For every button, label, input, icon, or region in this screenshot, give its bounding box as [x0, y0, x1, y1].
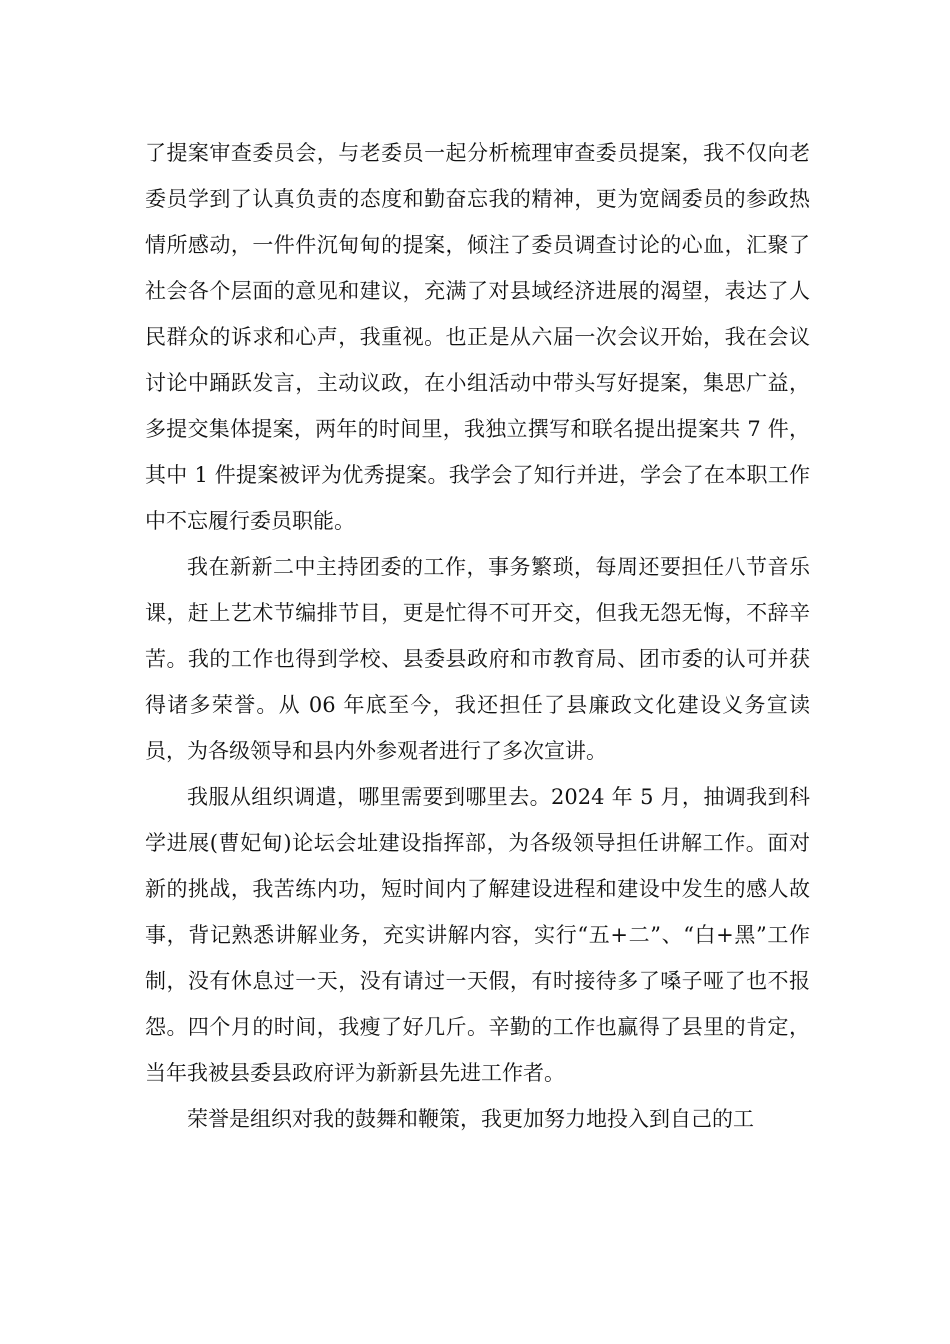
paragraph-honor-encouragement: 荣誉是组织对我的鼓舞和鞭策，我更加努力地投入到自己的工 — [187, 1107, 754, 1131]
paragraph-youth-league-work: 我在新新二中主持团委的工作，事务繁琐，每周还要担任八节音乐课，赶上艺术节编排节目，更是忙得不可开交，但我无怨无悔，不辞辛苦。我的工作也得到学校、县委县政府和市教育局、团市委的认可并获得诸多荣誉。从 06 年底至今，我还担任了县廉政文化建设义务宣读员，为各级领导和县内外参观者进行了多次宣讲。 — [145, 555, 810, 763]
paragraph-proposal-review: 了提案审查委员会，与老委员一起分析梳理审查委员提案，我不仅向老委员学到了认真负责的态度和勤奋忘我的精神，更为宽阔委员的参政热情所感动，一件件沉甸甸的提案，倾注了委员调查讨论的心血，汇聚了社会各个层面的意见和建议，充满了对县域经济进展的渴望，表达了人民群众的诉求和心声，我重视。也正是从六届一次会议开始，我在会议讨论中踊跃发言，主动议政，在小组活动中带头写好提案，集思广益，多提交集体提案，两年的时间里，我独立撰写和联名提出提案共 7 件，其中 1 件提案被评为优秀提案。我学会了知行并进，学会了在本职工作中不忘履行委员职能。 — [145, 141, 810, 533]
document-body — [145, 130, 810, 1142]
paragraph-forum-guide-work: 我服从组织调遣，哪里需要到哪里去。2024 年 5 月，抽调我到科学进展(曹妃甸)论坛会址建设指挥部，为各级领导担任讲解工作。面对新的挑战，我苦练内功，短时间内了解建设进程和建设中发生的感人故事，背记熟悉讲解业务，充实讲解内容，实行“五+二”、“白+黑”工作制，没有休息过一天，没有请过一天假，有时接待多了嗓子哑了也不报怨。四个月的时间，我瘦了好几斤。辛勤的工作也赢得了县里的肯定，当年我被县委县政府评为新新县先进工作者。 — [145, 785, 810, 1085]
